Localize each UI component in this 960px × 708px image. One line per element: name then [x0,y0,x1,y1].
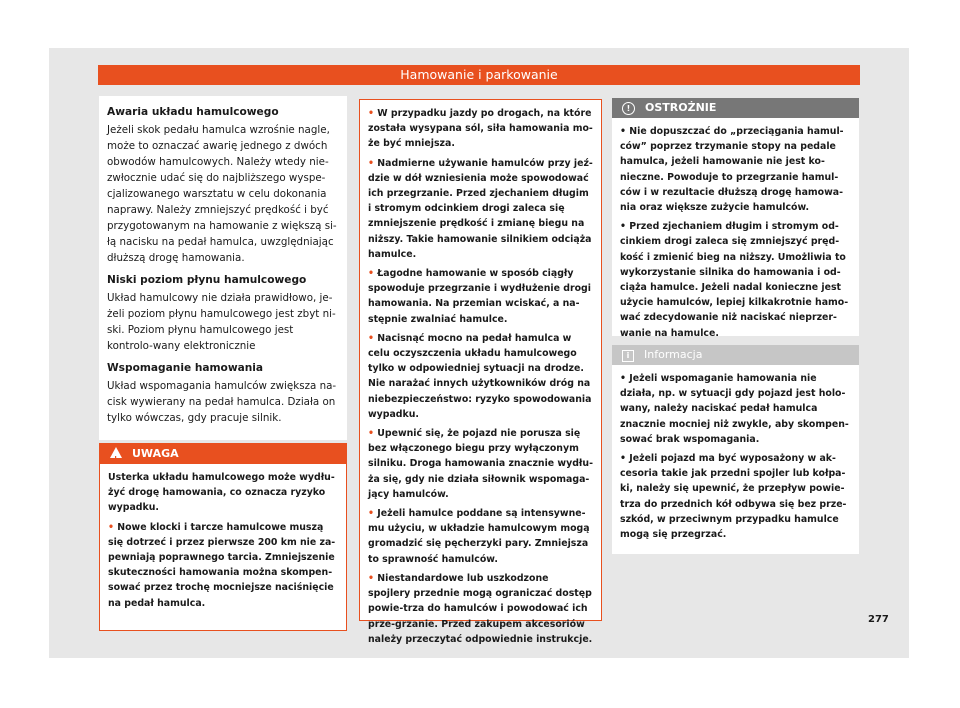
page-header: Hamowanie i parkowanie [98,65,860,85]
tip-text: Nacisnąć mocno na pedał hamulca w celu oczyszczenia układu hamulcowego tylko w odpowiedniej sytuacji na drodze. Nie narażać innych użytkowników dróg na niebezpieczeństwo: ryzyko spowodowania wypadku. [368,332,592,420]
info-body [612,365,859,554]
warning-intro: Usterka układu hamulcowego może wydłu-żyć drogę hamowania, co oznacza ryzyko wypadku. [108,472,335,514]
tips-body [360,100,601,659]
section-body-brake-failure: Jeżeli skok pedału hamulca wzrośnie nagle, może to oznaczać awarię jednego z dwóch obwodów hamulcowych. Należy wtedy nie-zwłocznie udać się do najbliższego wyspe-cjalizowanego warsztatu w celu dokonania naprawy. Należy zmniejszyć prędkość i być przygotowanym na hamowanie z większą si-łą nacisku na pedał hamulca, uwzględniając dłuższą drogę hamowania. [107,124,337,264]
caution-item [620,219,851,341]
info-text: Jeżeli pojazd ma być wyposażony w ak-cesoria takie jak przedni spojler lub kołpa-ki, należy się upewnić, że przepływ powie-trza do przednich kół odbywa się bez prze-szkód, w przeciwnym przypadku hamulce mogą się przegrzać. [620,453,847,541]
warning-body [100,464,346,623]
tip-text: Nadmierne używanie hamulców przy jeź-dzie w dół wzniesienia może spowodować ich przegrzanie. Przed zjechaniem długim i stromym odcinkiem drogi zaleca się zmniejszenie prędkość i zmianę biegu na niższy. Takie hamowanie silnikiem odciąża hamulce. [368,157,593,260]
warning-triangle-icon: ! [110,447,122,458]
info-box [612,345,859,554]
bullet-icon: • [620,373,626,384]
tips-box [359,99,602,645]
section-title-low-fluid: Niski poziom płynu hamulcowego [107,274,307,286]
bullet-icon: • [108,521,114,533]
section-body-low-fluid: Układ hamulcowy nie działa prawidłowo, je-żeli poziom płynu hamulcowego jest zbyt ni-ski. Poziom płynu hamulcowego jest kontrolo-wany elektronicznie [107,292,336,352]
info-item [620,371,851,447]
warning-item [108,520,338,611]
bullet-icon: • [368,268,374,280]
info-icon: i [622,350,634,362]
tip-text: W przypadku jazdy po drogach, na które została wysypana sól, siła hamowania mo-że być mniejsza. [368,108,593,150]
section-title-brake-assist: Wspomaganie hamowania [107,362,264,374]
tip-text: Upewnić się, że pojazd nie porusza się bez włączonego biegu przy wyłączonym silniku. Droga hamowania znacznie wydłu-ża się, gdy nie działa siłownik wspomaga-jący hamulców. [368,428,593,500]
caution-body [612,118,859,353]
warning-header [100,444,346,464]
warning-box [99,443,347,631]
tip-text: Niestandardowe lub uszkodzone spojlery przednie mogą ograniczać dostęp powie-trza do hamulców i powodować ich prze-grzanie. Przed zakupem akcesoriów należy przeczytać odpowiednie instrukcje. [368,572,593,645]
caution-text: Przed zjechaniem długim i stromym od-cinkiem drogi zaleca się zmniejszyć pręd-kość i zmienić bieg na niższy. Umożliwia to wykorzystanie silnika do hamowania i od-ciąża hamulce. Jeżeli nadal konieczne jest użycie hamulców, lepiej kilkakrotnie hamo-wać zdecydowanie niż naciskać nieprzer-wanie na hamulce. [620,221,849,339]
tip-text: Łagodne hamowanie w sposób ciągły spowoduje przegrzanie i wydłużenie drogi hamowania. Na przemian wciskać, a na-stępnie zwalniać hamulce. [368,268,591,325]
bullet-icon: • [368,108,374,119]
caution-header [612,98,859,118]
tip-text: Jeżeli hamulce poddane są intensywne-mu użyciu, w układzie hamulcowym mogą gromadzić się pęcherzyki pary. Zmniejsza to sprawność hamulców. [368,508,590,565]
info-text: Jeżeli wspomaganie hamowania nie działa, np. w sytuacji gdy pojazd jest holo-wany, należy naciskać pedał hamulca znacznie mocniej niż zwykle, aby skompen-sować brak wspomagania. [620,373,849,445]
tip-item [368,331,593,422]
bullet-icon: • [620,126,626,137]
tip-item [368,266,593,327]
bullet-icon: • [368,428,374,440]
info-title: Informacja [644,348,703,361]
info-header [612,345,859,365]
warning-item-text: Nowe klocki i tarcze hamulcowe muszą się dotrzeć i przez pierwsze 200 km nie za-pewniają poprawnego tarcia. Zmniejszenie skuteczności hamowania można skompen-sować przez trochę mocniejsze naciśnięcie na pedał hamulca. [108,521,336,609]
tip-item [368,571,593,647]
tip-item [368,426,593,502]
bullet-icon: • [620,221,626,233]
section-title-brake-failure: Awaria układu hamulcowego [107,106,279,118]
exclamation-circle-icon: ! [622,102,635,115]
tip-item [368,156,593,262]
page-number: 277 [868,614,889,625]
tip-item [368,106,593,152]
info-item [620,451,851,542]
caution-box [612,98,859,339]
bullet-icon: • [368,157,374,169]
warning-title: UWAGA [132,447,179,460]
bullet-icon: • [368,572,374,584]
caution-item [620,124,851,215]
left-column [99,96,347,440]
bullet-icon: • [368,508,374,520]
caution-title: OSTROŻNIE [645,101,717,114]
tip-item [368,506,593,567]
bullet-icon: • [620,453,626,465]
caution-text: Nie dopuszczać do „przeciągania hamul-ców” poprzez trzymanie stopy na pedale hamulca, jeżeli hamowanie nie jest ko-nieczne. Powoduje to przegrzanie hamul-ców i w rezultacie dłuższą drogę hamowa-nia oraz większe zużycie hamulców. [620,126,844,214]
bullet-icon: • [368,332,374,344]
section-body-brake-assist: Układ wspomagania hamulców zwiększa na-cisk wywierany na pedał hamulca. Działa on tylko wówczas, gdy pracuje silnik. [107,380,337,424]
